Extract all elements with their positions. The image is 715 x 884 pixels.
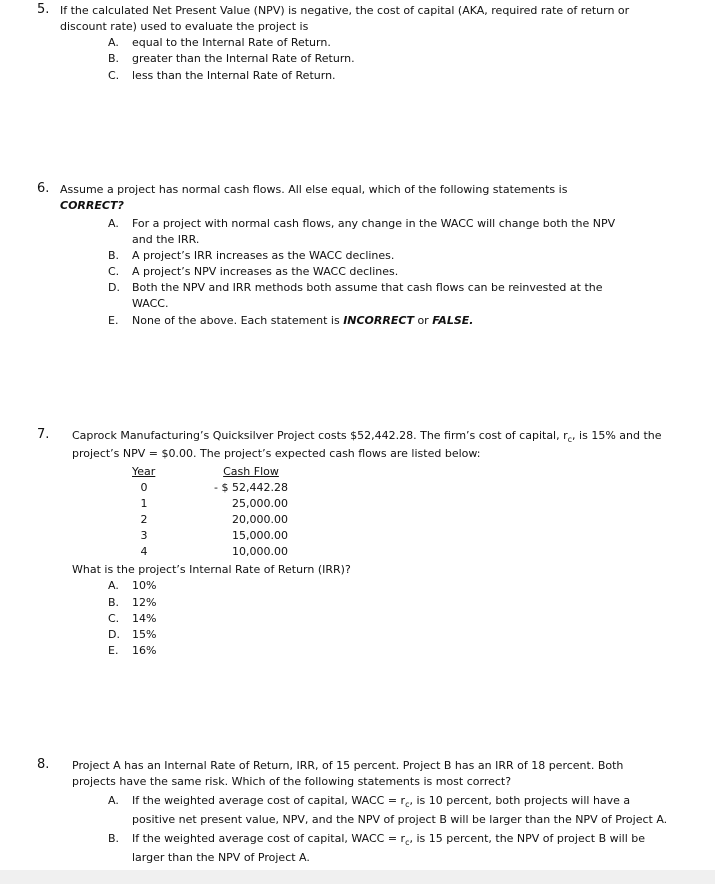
- q7-stem-subscript: c: [567, 435, 573, 445]
- q6-option-c-letter: C.: [108, 265, 120, 278]
- q6-option-e-text: None of the above. Each statement is: [132, 314, 344, 327]
- q5-option-b-letter: B.: [108, 52, 120, 65]
- cashflow-year-2: 2: [140, 513, 148, 526]
- q7-option-e-letter: E.: [108, 644, 119, 657]
- q6-option-d-line1: Both the NPV and IRR methods both assume that cash flows can be reinvested at the: [132, 281, 603, 294]
- cashflow-table-header-cashflow: Cash Flow: [223, 465, 279, 478]
- question-7-stem-line2: project’s NPV = $0.00. The project’s expected cash flows are listed below:: [72, 447, 481, 460]
- question-6-stem-line2: CORRECT?: [60, 199, 124, 212]
- q8-option-a-line1: [132, 794, 630, 812]
- q7-option-b-letter: B.: [108, 596, 120, 609]
- q6-option-c: A project’s NPV increases as the WACC declines.: [132, 265, 399, 278]
- q8-option-b-text: If the weighted average cost of capital, WACC = r: [132, 832, 406, 845]
- q8-option-a-subscript: c: [405, 800, 410, 810]
- q6-option-b: A project’s IRR increases as the WACC declines.: [132, 249, 395, 262]
- question-5-stem-line2: discount rate) used to evaluate the project is: [60, 20, 309, 33]
- q7-option-a-letter: A.: [108, 579, 119, 592]
- q7-stem-text: Caprock Manufacturing’s Quicksilver Project costs $52,442.28. The firm’s cost of capital, r: [72, 429, 568, 442]
- question-5-stem-line1: If the calculated Net Present Value (NPV) is negative, the cost of capital (AKA, required rate of return or: [60, 4, 630, 17]
- question-8-stem-line2: projects have the same risk. Which of the following statements is most correct?: [72, 775, 512, 788]
- q7-option-e: 16%: [132, 644, 157, 657]
- q8-option-a-letter: A.: [108, 794, 119, 807]
- q6-option-e-emph-incorrect: INCORRECT: [343, 314, 414, 327]
- q6-option-d-line2: WACC.: [132, 297, 169, 310]
- q8-option-b-subscript: c: [405, 838, 410, 848]
- q6-option-e-or: or: [413, 314, 433, 327]
- question-7-number: 7.: [37, 427, 50, 442]
- q8-option-b-line1: [132, 832, 645, 850]
- q6-option-b-letter: B.: [108, 249, 120, 262]
- q7-option-d: 15%: [132, 628, 157, 641]
- q6-option-e-emph-false: FALSE.: [432, 314, 474, 327]
- question-6-number: 6.: [37, 181, 50, 196]
- cashflow-year-0: 0: [140, 481, 148, 494]
- q8-option-a-text-end: , is 10 percent, both projects will have a: [409, 794, 631, 807]
- q5-option-c: less than the Internal Rate of Return.: [132, 69, 336, 82]
- q7-option-c-letter: C.: [108, 612, 120, 625]
- q7-stem-text-end: , is 15% and the: [572, 429, 662, 442]
- cashflow-year-3: 3: [140, 529, 148, 542]
- cashflow-year-1: 1: [140, 497, 148, 510]
- question-8-number: 8.: [37, 757, 50, 772]
- cashflow-value-1: 25,000.00: [232, 497, 288, 510]
- q8-option-b-letter: B.: [108, 832, 120, 845]
- question-7-prompt: What is the project’s Internal Rate of Return (IRR)?: [72, 563, 351, 576]
- q6-option-a-letter: A.: [108, 217, 119, 230]
- q7-option-b: 12%: [132, 596, 157, 609]
- q7-option-d-letter: D.: [108, 628, 120, 641]
- q8-option-b-line2: larger than the NPV of Project A.: [132, 851, 310, 864]
- question-5-number: 5.: [37, 2, 50, 17]
- q6-option-e-letter: E.: [108, 314, 119, 327]
- cashflow-value-3: 15,000.00: [232, 529, 288, 542]
- question-6-stem-line1: Assume a project has normal cash flows. All else equal, which of the following statements is: [60, 183, 568, 196]
- cashflow-value-0: - $ 52,442.28: [214, 481, 288, 494]
- q6-option-a-line1: For a project with normal cash flows, any change in the WACC will change both the NPV: [132, 217, 616, 230]
- q5-option-b: greater than the Internal Rate of Return.: [132, 52, 355, 65]
- q8-option-b-text-end: , is 15 percent, the NPV of project B will be: [409, 832, 646, 845]
- q5-option-c-letter: C.: [108, 69, 120, 82]
- q6-option-e: [132, 314, 473, 328]
- question-7-stem-line1: [72, 429, 662, 447]
- question-8-stem-line1: Project A has an Internal Rate of Return, IRR, of 15 percent. Project B has an IRR of 18 percent. Both: [72, 759, 624, 772]
- q8-option-a-line2: positive net present value, NPV, and the NPV of project B will be larger than the NPV of Project A.: [132, 813, 668, 826]
- q6-option-a-line2: and the IRR.: [132, 233, 200, 246]
- bottom-edge-bar: [0, 870, 715, 884]
- cashflow-year-4: 4: [140, 545, 148, 558]
- cashflow-value-4: 10,000.00: [232, 545, 288, 558]
- q7-option-c: 14%: [132, 612, 157, 625]
- cashflow-value-2: 20,000.00: [232, 513, 288, 526]
- q6-option-d-letter: D.: [108, 281, 120, 294]
- q5-option-a-letter: A.: [108, 36, 119, 49]
- q7-option-a: 10%: [132, 579, 157, 592]
- cashflow-table-header-year: Year: [132, 465, 156, 478]
- q5-option-a: equal to the Internal Rate of Return.: [132, 36, 331, 49]
- q8-option-a-text: If the weighted average cost of capital, WACC = r: [132, 794, 406, 807]
